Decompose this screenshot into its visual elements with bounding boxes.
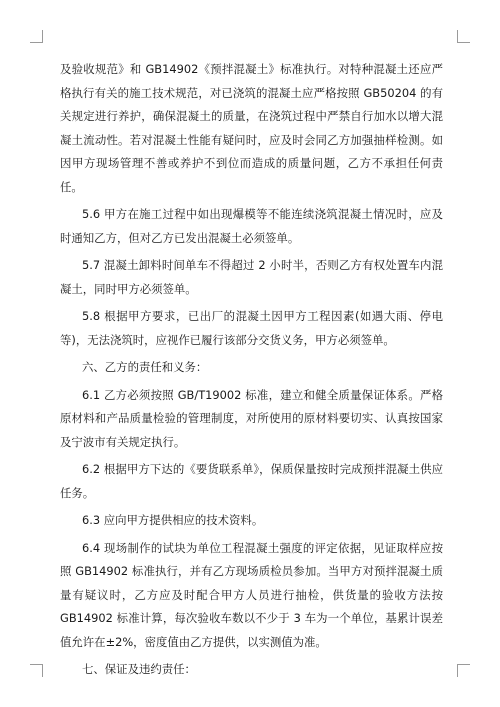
crop-mark-bottom-right bbox=[457, 664, 470, 677]
clause-6-4: 6.4 现场制作的试块为单位工程混凝土强度的评定依据，见证取样应按照 GB14902 标准执行，并有乙方现场质检员参加。当甲方对预拌混凝土质量有疑议时，乙方应及时配合甲方人员进行抽检，供货量的验收方法按 GB14902 标准计算，每次验收车数以不少于 3 车为一个单位，基累计误差值允许在±2%，密度值由乙方提供，以实测值为准。 bbox=[60, 540, 443, 649]
crop-mark-top-left bbox=[30, 30, 43, 43]
section-heading-6: 六、乙方的责任和义务： bbox=[82, 360, 208, 374]
clause-5-8: 5.8 根据甲方要求，已出厂的混凝土因甲方工程因素(如遇大雨、停电等)，无法浇筑时，应视作已履行该部分交货义务，甲方必须签单。 bbox=[60, 309, 443, 347]
document-body bbox=[60, 58, 443, 682]
clause-5-6: 5.6 甲方在施工过程中如出现爆模等不能连续浇筑混凝土情况时，应及时通知乙方，但对乙方已发出混凝土必须签单。 bbox=[60, 207, 443, 245]
clause-6-2: 6.2 根据甲方下达的《要货联系单》，保质保量按时完成预拌混凝土供应任务。 bbox=[60, 462, 443, 500]
clause-6-3: 6.3 应向甲方提供相应的技术资料。 bbox=[82, 513, 264, 527]
section-heading-7: 七、保证及违约责任： bbox=[82, 662, 196, 676]
clause-5-7: 5.7 混凝土卸料时间单车不得超过 2 小时半，否则乙方有权处置车内混凝土，同时甲方必须签单。 bbox=[60, 258, 443, 296]
crop-mark-top-right bbox=[457, 30, 470, 43]
crop-mark-bottom-left bbox=[30, 664, 43, 677]
paragraph-quality-spec: 及验收规范》和 GB14902《预拌混凝土》标准执行。对特种混凝土还应严格执行有关的施工技术规范，对已浇筑的混凝土应严格按照 GB50204 的有关规定进行养护，确保混凝土的质量，在浇筑过程中严禁自行加水以增大混凝土流动性。若对混凝土性能有疑问时，应及时会同乙方加强抽样检测。如因甲方现场管理不善或养护不到位而造成的质量问题，乙方不承担任何责任。 bbox=[60, 62, 443, 194]
clause-6-1: 6.1 乙方必须按照 GB/T19002 标准，建立和健全质量保证体系。严格原材料和产品质量检验的管理制度，对所使用的原材料要切实、认真按国家及宁波市有关规定执行。 bbox=[60, 387, 443, 449]
